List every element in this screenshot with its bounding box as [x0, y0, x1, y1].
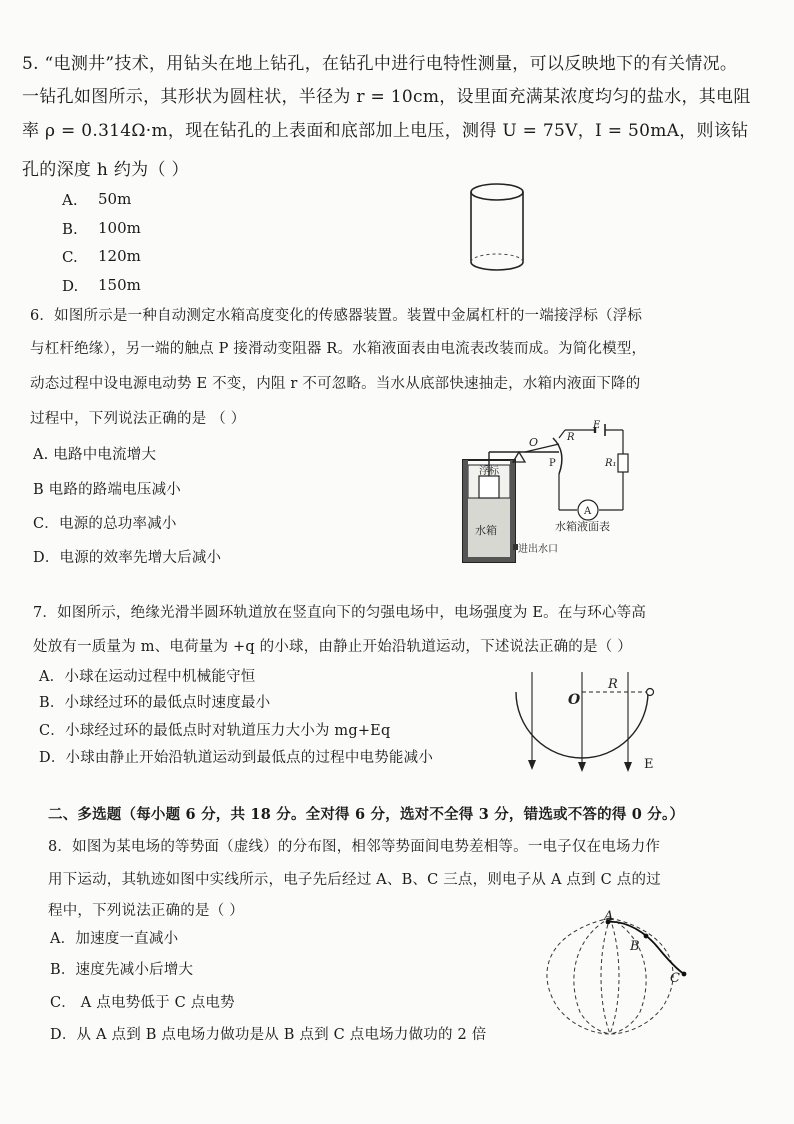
q5-option-d: 150m [98, 276, 141, 294]
r1-label: R₁ [605, 458, 617, 469]
q6-option-c: C．电源的总功率减小 [33, 516, 177, 532]
semicircle-track-figure [508, 668, 668, 776]
q5-option-a-letter: A. [62, 191, 78, 209]
q7-option-c: C．小球经过环的最低点时对轨道压力大小为 mg+Eq [39, 723, 391, 739]
q8-option-d: D．从 A 点到 B 点电场力做功是从 B 点到 C 点电场力做功的 2 倍 [50, 1027, 487, 1043]
q5-line2: 一钻孔如图所示，其形状为圆柱状，半径为 r = 10cm，设里面充满某浓度均匀的盐水，其电阻 [22, 87, 751, 107]
q7-line2: 处放有一质量为 m、电荷量为 +q 的小球，由静止开始沿轨道运动，下述说法正确的是（ ） [33, 639, 632, 655]
q8-option-a: A．加速度一直减小 [50, 931, 179, 947]
section-2-title: 二、多选题（每小题 6 分，共 18 分。全对得 6 分，选对不全得 3 分，错选或不答的得 0 分。） [48, 806, 685, 823]
q5-line4: 孔的深度 h 约为（ ） [22, 160, 189, 180]
q8-line3: 程中，下列说法正确的是（ ） [48, 903, 244, 919]
center-o-label: O [568, 692, 581, 708]
point-a-label: A [604, 909, 614, 924]
q5-line3: 率 ρ = 0.314Ω·m，现在钻孔的上表面和底部加上电压，测得 U = 75V，I = 50mA，则该钻 [22, 121, 749, 141]
q6-option-a: A. 电路中电流增大 [33, 447, 157, 463]
q7-option-b: B．小球经过环的最低点时速度最小 [39, 695, 271, 711]
inlet-label: 进出水口 [518, 544, 558, 555]
e-label: E [593, 420, 601, 431]
water-tank-sensor-figure [455, 420, 645, 570]
q6-line1: 6．如图所示是一种自动测定水箱高度变化的传感器装置。装置中金属杠杆的一端接浮标（浮标 [30, 308, 643, 324]
point-c-label: C [670, 971, 680, 986]
q5-option-a: 50m [98, 190, 132, 208]
q5-option-c: 120m [98, 247, 141, 265]
equipotential-figure [538, 909, 698, 1040]
field-e-label: E [644, 757, 654, 772]
q5-option-b: 100m [98, 219, 141, 237]
q8-option-b: B．速度先减小后增大 [50, 962, 194, 978]
meter-label: 水箱液面表 [555, 520, 610, 533]
float-label: 浮标 [479, 466, 499, 477]
point-b-label: B [630, 939, 640, 954]
q6-line3: 动态过程中设电源电动势 E 不变，内阻 r 不可忽略。当水从底部快速抽走，水箱内液面下降的 [30, 376, 641, 392]
q5-option-b-letter: B. [62, 220, 78, 238]
q5-line1: 5. “电测井”技术，用钻头在地上钻孔，在钻孔中进行电特性测量，可以反映地下的有关情况。 [22, 54, 738, 74]
q8-line1: 8．如图为某电场的等势面（虚线）的分布图，相邻等势面间电势差相等。一电子仅在电场力作 [48, 839, 661, 855]
radius-r-label: R [608, 677, 618, 692]
q8-line2: 用下运动，其轨迹如图中实线所示，电子先后经过 A、B、C 三点，则电子从 A 点到 C 点的过 [48, 872, 661, 888]
q6-option-b: B 电路的路端电压减小 [33, 482, 181, 498]
r-label: R [567, 432, 575, 443]
q8-option-c: C． A 点电势低于 C 点电势 [50, 995, 235, 1011]
q7-option-d: D．小球由静止开始沿轨道运动到最低点的过程中电势能减小 [39, 750, 434, 766]
o-label: O [529, 436, 539, 449]
ammeter-label: A [584, 506, 592, 517]
q5-option-d-letter: D. [62, 277, 79, 295]
q7-line1: 7．如图所示，绝缘光滑半圆环轨道放在竖直向下的匀强电场中，电场强度为 E。在与环心等高 [33, 605, 647, 621]
q6-line4: 过程中，下列说法正确的是 （ ） [30, 411, 246, 427]
tank-label: 水箱 [475, 524, 497, 537]
cylinder-figure [462, 178, 532, 278]
q5-option-c-letter: C. [62, 248, 78, 266]
q6-option-d: D．电源的效率先增大后减小 [33, 550, 222, 566]
p-label: P [549, 458, 556, 469]
q6-line2: 与杠杆绝缘），另一端的触点 P 接滑动变阻器 R。水箱液面表由电流表改装而成。为简化模型， [30, 341, 647, 357]
q7-option-a: A．小球在运动过程中机械能守恒 [39, 669, 256, 685]
